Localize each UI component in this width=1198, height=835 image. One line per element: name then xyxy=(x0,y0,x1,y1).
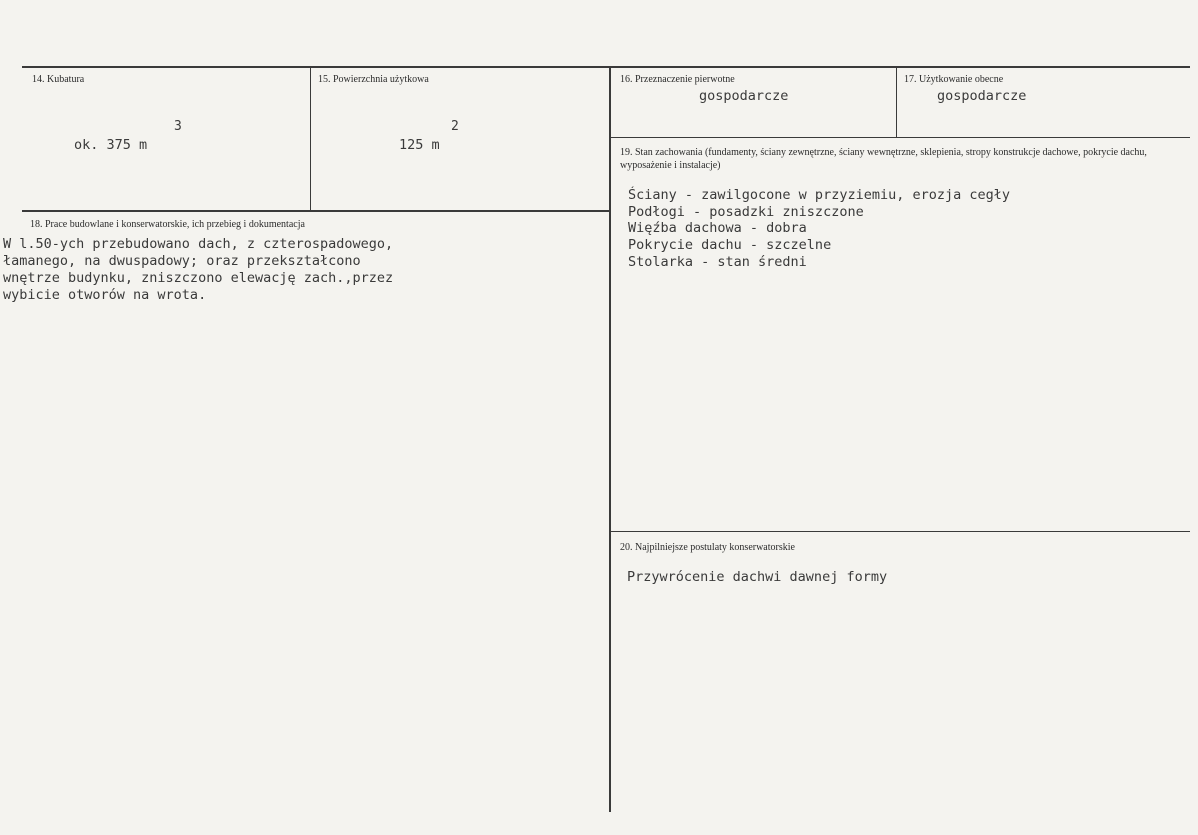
field-17-value: gospodarcze xyxy=(937,88,1027,104)
field-19-line: Stolarka - stan średni xyxy=(628,254,807,270)
rule-19-20 xyxy=(610,531,1190,532)
center-divider xyxy=(609,67,611,812)
field-16-value: gospodarcze xyxy=(699,88,789,104)
field-18-line: łamanego, na dwuspadowy; oraz przekształcono xyxy=(3,253,361,269)
field-18-line: wnętrze budynku, zniszczono elewację zach.,przez xyxy=(3,270,394,286)
field-15-label: 15. Powierzchnia użytkowa xyxy=(318,74,429,85)
field-19-label: 19. Stan zachowania (fundamenty, ściany zewnętrzne, ściany wewnętrzne, sklepienia, stropy konstrukcje dachowe, pokrycie dachu, wyposażenie i instalacje) xyxy=(620,147,1147,171)
field-19-line: Ściany - zawilgocone w przyziemiu, erozja cegły xyxy=(628,187,1011,203)
field-17-label: 17. Użytkowanie obecne xyxy=(904,74,1004,85)
field-18-line: W l.50-ych przebudowano dach, z czterospadowego, xyxy=(3,236,394,252)
field-15-value: 125 m xyxy=(399,137,440,153)
rule-left-row2 xyxy=(22,210,610,212)
rule-16-17-bottom xyxy=(610,137,1190,138)
top-rule xyxy=(22,66,1190,68)
field-20-value: Przywrócenie dachwi dawnej formy xyxy=(627,569,888,585)
field-14-label: 14. Kubatura xyxy=(32,74,85,85)
field-19-line: Więźba dachowa - dobra xyxy=(628,220,807,236)
field-19-line: Pokrycie dachu - szczelne xyxy=(628,237,832,253)
field-18-line: wybicie otworów na wrota. xyxy=(3,287,207,303)
field-20-label: 20. Najpilniejsze postulaty konserwatorskie xyxy=(620,542,795,553)
field-19-line: Podłogi - posadzki zniszczone xyxy=(628,204,864,220)
field-18-label: 18. Prace budowlane i konserwatorskie, ich przebieg i dokumentacja xyxy=(30,219,305,230)
field-14-superscript: 3 xyxy=(174,119,182,134)
field-15-superscript: 2 xyxy=(451,119,459,134)
divider-16-17 xyxy=(896,67,897,138)
field-14-value: ok. 375 m xyxy=(74,137,148,153)
divider-14-15 xyxy=(310,67,311,210)
field-16-label: 16. Przeznaczenie pierwotne xyxy=(620,74,735,85)
